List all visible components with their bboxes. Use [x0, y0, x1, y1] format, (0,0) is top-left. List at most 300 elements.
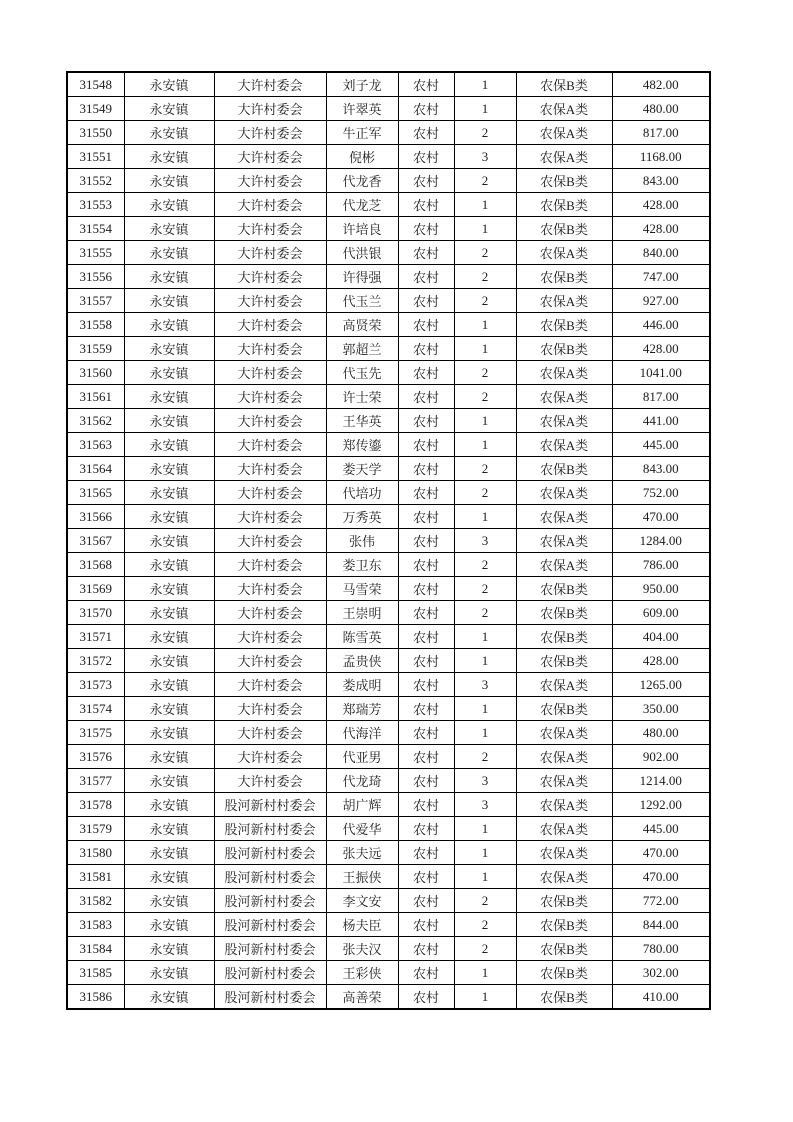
amount-cell: 817.00: [612, 385, 710, 409]
amount-cell: 609.00: [612, 601, 710, 625]
residence-type-cell: 农村: [398, 505, 454, 529]
row-id-cell: 31576: [67, 745, 124, 769]
person-count-cell: 1: [454, 409, 516, 433]
person-count-cell: 2: [454, 361, 516, 385]
table-row: [67, 961, 710, 985]
town-cell: 永安镇: [124, 337, 214, 361]
amount-cell: 1168.00: [612, 145, 710, 169]
insurance-category-cell: 农保A类: [516, 553, 612, 577]
residence-type-cell: 农村: [398, 937, 454, 961]
person-name-cell: 许得强: [326, 265, 398, 289]
person-name-cell: 高善荣: [326, 985, 398, 1010]
amount-cell: 817.00: [612, 121, 710, 145]
residence-type-cell: 农村: [398, 193, 454, 217]
insurance-category-cell: 农保A类: [516, 385, 612, 409]
village-committee-cell: 大许村委会: [214, 625, 326, 649]
residence-type-cell: 农村: [398, 625, 454, 649]
person-name-cell: 高贤荣: [326, 313, 398, 337]
insurance-category-cell: 农保A类: [516, 793, 612, 817]
town-cell: 永安镇: [124, 457, 214, 481]
village-committee-cell: 大许村委会: [214, 313, 326, 337]
person-name-cell: 胡广辉: [326, 793, 398, 817]
person-count-cell: 1: [454, 217, 516, 241]
person-name-cell: 代龙香: [326, 169, 398, 193]
town-cell: 永安镇: [124, 169, 214, 193]
town-cell: 永安镇: [124, 889, 214, 913]
town-cell: 永安镇: [124, 97, 214, 121]
person-count-cell: 2: [454, 481, 516, 505]
amount-cell: 844.00: [612, 913, 710, 937]
village-committee-cell: 大许村委会: [214, 241, 326, 265]
person-name-cell: 李文安: [326, 889, 398, 913]
village-committee-cell: 股河新村村委会: [214, 985, 326, 1010]
person-name-cell: 代玉先: [326, 361, 398, 385]
person-count-cell: 2: [454, 169, 516, 193]
table-row: [67, 337, 710, 361]
residence-type-cell: 农村: [398, 865, 454, 889]
insurance-category-cell: 农保A类: [516, 769, 612, 793]
amount-cell: 752.00: [612, 481, 710, 505]
row-id-cell: 31570: [67, 601, 124, 625]
person-count-cell: 1: [454, 817, 516, 841]
insurance-category-cell: 农保B类: [516, 169, 612, 193]
person-count-cell: 2: [454, 457, 516, 481]
table-row: [67, 457, 710, 481]
village-committee-cell: 大许村委会: [214, 72, 326, 97]
residence-type-cell: 农村: [398, 313, 454, 337]
insurance-category-cell: 农保B类: [516, 193, 612, 217]
row-id-cell: 31554: [67, 217, 124, 241]
person-name-cell: 陈雪英: [326, 625, 398, 649]
amount-cell: 470.00: [612, 865, 710, 889]
residence-type-cell: 农村: [398, 145, 454, 169]
residence-type-cell: 农村: [398, 433, 454, 457]
amount-cell: 428.00: [612, 193, 710, 217]
insurance-category-cell: 农保B类: [516, 697, 612, 721]
town-cell: 永安镇: [124, 985, 214, 1010]
table-row: [67, 72, 710, 97]
town-cell: 永安镇: [124, 72, 214, 97]
town-cell: 永安镇: [124, 385, 214, 409]
town-cell: 永安镇: [124, 721, 214, 745]
row-id-cell: 31560: [67, 361, 124, 385]
amount-cell: 428.00: [612, 337, 710, 361]
person-name-cell: 代亚男: [326, 745, 398, 769]
person-name-cell: 代海洋: [326, 721, 398, 745]
person-name-cell: 孟贵侠: [326, 649, 398, 673]
residence-type-cell: 农村: [398, 361, 454, 385]
residence-type-cell: 农村: [398, 601, 454, 625]
residence-type-cell: 农村: [398, 577, 454, 601]
residence-type-cell: 农村: [398, 529, 454, 553]
person-count-cell: 2: [454, 289, 516, 313]
town-cell: 永安镇: [124, 145, 214, 169]
residence-type-cell: 农村: [398, 121, 454, 145]
row-id-cell: 31577: [67, 769, 124, 793]
amount-cell: 302.00: [612, 961, 710, 985]
row-id-cell: 31563: [67, 433, 124, 457]
person-count-cell: 1: [454, 193, 516, 217]
table-row: [67, 505, 710, 529]
amount-cell: 1292.00: [612, 793, 710, 817]
row-id-cell: 31552: [67, 169, 124, 193]
town-cell: 永安镇: [124, 289, 214, 313]
village-committee-cell: 大许村委会: [214, 433, 326, 457]
table-row: [67, 313, 710, 337]
town-cell: 永安镇: [124, 601, 214, 625]
village-committee-cell: 大许村委会: [214, 289, 326, 313]
table-row: [67, 841, 710, 865]
residence-type-cell: 农村: [398, 169, 454, 193]
person-name-cell: 张夫汉: [326, 937, 398, 961]
amount-cell: 445.00: [612, 817, 710, 841]
village-committee-cell: 股河新村村委会: [214, 913, 326, 937]
table-row: [67, 745, 710, 769]
town-cell: 永安镇: [124, 913, 214, 937]
amount-cell: 482.00: [612, 72, 710, 97]
person-name-cell: 马雪荣: [326, 577, 398, 601]
insurance-category-cell: 农保A类: [516, 433, 612, 457]
insurance-category-cell: 农保B类: [516, 313, 612, 337]
row-id-cell: 31581: [67, 865, 124, 889]
row-id-cell: 31572: [67, 649, 124, 673]
person-count-cell: 1: [454, 697, 516, 721]
insurance-category-cell: 农保B类: [516, 937, 612, 961]
village-committee-cell: 大许村委会: [214, 649, 326, 673]
amount-cell: 441.00: [612, 409, 710, 433]
person-count-cell: 2: [454, 745, 516, 769]
row-id-cell: 31564: [67, 457, 124, 481]
row-id-cell: 31550: [67, 121, 124, 145]
table-row: [67, 601, 710, 625]
amount-cell: 840.00: [612, 241, 710, 265]
residence-type-cell: 农村: [398, 721, 454, 745]
row-id-cell: 31571: [67, 625, 124, 649]
amount-cell: 428.00: [612, 649, 710, 673]
person-count-cell: 1: [454, 721, 516, 745]
insurance-category-cell: 农保A类: [516, 865, 612, 889]
person-count-cell: 1: [454, 649, 516, 673]
village-committee-cell: 大许村委会: [214, 361, 326, 385]
amount-cell: 786.00: [612, 553, 710, 577]
row-id-cell: 31559: [67, 337, 124, 361]
village-committee-cell: 大许村委会: [214, 721, 326, 745]
table-row: [67, 937, 710, 961]
row-id-cell: 31579: [67, 817, 124, 841]
person-count-cell: 2: [454, 265, 516, 289]
row-id-cell: 31557: [67, 289, 124, 313]
town-cell: 永安镇: [124, 505, 214, 529]
village-committee-cell: 大许村委会: [214, 193, 326, 217]
person-count-cell: 1: [454, 505, 516, 529]
table-row: [67, 889, 710, 913]
table-row: [67, 865, 710, 889]
amount-cell: 428.00: [612, 217, 710, 241]
village-committee-cell: 股河新村村委会: [214, 889, 326, 913]
row-id-cell: 31582: [67, 889, 124, 913]
person-name-cell: 代玉兰: [326, 289, 398, 313]
person-name-cell: 许翠英: [326, 97, 398, 121]
table-row: [67, 649, 710, 673]
person-name-cell: 许培良: [326, 217, 398, 241]
table-row: [67, 409, 710, 433]
insurance-category-cell: 农保A类: [516, 721, 612, 745]
person-count-cell: 2: [454, 913, 516, 937]
town-cell: 永安镇: [124, 265, 214, 289]
amount-cell: 843.00: [612, 457, 710, 481]
residence-type-cell: 农村: [398, 793, 454, 817]
town-cell: 永安镇: [124, 937, 214, 961]
person-name-cell: 张夫远: [326, 841, 398, 865]
table-row: [67, 361, 710, 385]
amount-cell: 446.00: [612, 313, 710, 337]
person-name-cell: 娄成明: [326, 673, 398, 697]
row-id-cell: 31551: [67, 145, 124, 169]
residence-type-cell: 农村: [398, 457, 454, 481]
residence-type-cell: 农村: [398, 985, 454, 1010]
insurance-category-cell: 农保A类: [516, 361, 612, 385]
residence-type-cell: 农村: [398, 673, 454, 697]
amount-cell: 1265.00: [612, 673, 710, 697]
town-cell: 永安镇: [124, 241, 214, 265]
town-cell: 永安镇: [124, 577, 214, 601]
residence-type-cell: 农村: [398, 697, 454, 721]
table-row: [67, 697, 710, 721]
person-name-cell: 牛正军: [326, 121, 398, 145]
residence-type-cell: 农村: [398, 817, 454, 841]
amount-cell: 950.00: [612, 577, 710, 601]
amount-cell: 480.00: [612, 721, 710, 745]
row-id-cell: 31568: [67, 553, 124, 577]
person-name-cell: 杨夫臣: [326, 913, 398, 937]
village-committee-cell: 大许村委会: [214, 553, 326, 577]
person-count-cell: 2: [454, 577, 516, 601]
amount-cell: 470.00: [612, 841, 710, 865]
insurance-category-cell: 农保B类: [516, 337, 612, 361]
person-name-cell: 万秀英: [326, 505, 398, 529]
row-id-cell: 31567: [67, 529, 124, 553]
person-count-cell: 2: [454, 889, 516, 913]
table-row: [67, 577, 710, 601]
row-id-cell: 31580: [67, 841, 124, 865]
residence-type-cell: 农村: [398, 241, 454, 265]
table-row: [67, 289, 710, 313]
village-committee-cell: 大许村委会: [214, 457, 326, 481]
person-count-cell: 1: [454, 313, 516, 337]
person-count-cell: 1: [454, 97, 516, 121]
person-count-cell: 3: [454, 145, 516, 169]
table-row: [67, 817, 710, 841]
table-row: [67, 241, 710, 265]
amount-cell: 772.00: [612, 889, 710, 913]
town-cell: 永安镇: [124, 409, 214, 433]
row-id-cell: 31548: [67, 72, 124, 97]
village-committee-cell: 大许村委会: [214, 145, 326, 169]
person-count-cell: 2: [454, 937, 516, 961]
amount-cell: 747.00: [612, 265, 710, 289]
person-count-cell: 1: [454, 337, 516, 361]
table-row: [67, 913, 710, 937]
table-row: [67, 529, 710, 553]
table-row: [67, 265, 710, 289]
insurance-category-cell: 农保A类: [516, 529, 612, 553]
person-name-cell: 代爱华: [326, 817, 398, 841]
table-body: [67, 72, 710, 1009]
amount-cell: 470.00: [612, 505, 710, 529]
village-committee-cell: 大许村委会: [214, 481, 326, 505]
residence-type-cell: 农村: [398, 409, 454, 433]
residence-type-cell: 农村: [398, 265, 454, 289]
insurance-category-cell: 农保B类: [516, 625, 612, 649]
town-cell: 永安镇: [124, 217, 214, 241]
row-id-cell: 31585: [67, 961, 124, 985]
insurance-category-cell: 农保B类: [516, 985, 612, 1010]
insurance-category-cell: 农保B类: [516, 601, 612, 625]
amount-cell: 445.00: [612, 433, 710, 457]
village-committee-cell: 股河新村村委会: [214, 961, 326, 985]
table-row: [67, 673, 710, 697]
amount-cell: 1284.00: [612, 529, 710, 553]
person-count-cell: 3: [454, 769, 516, 793]
person-name-cell: 代培功: [326, 481, 398, 505]
insurance-category-cell: 农保A类: [516, 817, 612, 841]
insurance-category-cell: 农保B类: [516, 913, 612, 937]
person-name-cell: 郑传鎏: [326, 433, 398, 457]
town-cell: 永安镇: [124, 193, 214, 217]
table-row: [67, 481, 710, 505]
town-cell: 永安镇: [124, 793, 214, 817]
insurance-category-cell: 农保B类: [516, 961, 612, 985]
town-cell: 永安镇: [124, 769, 214, 793]
insurance-category-cell: 农保A类: [516, 121, 612, 145]
village-committee-cell: 大许村委会: [214, 745, 326, 769]
insurance-category-cell: 农保B类: [516, 265, 612, 289]
residence-type-cell: 农村: [398, 745, 454, 769]
table-row: [67, 769, 710, 793]
row-id-cell: 31569: [67, 577, 124, 601]
amount-cell: 1214.00: [612, 769, 710, 793]
village-committee-cell: 股河新村村委会: [214, 841, 326, 865]
table-row: [67, 217, 710, 241]
person-count-cell: 1: [454, 841, 516, 865]
person-name-cell: 王崇明: [326, 601, 398, 625]
insurance-category-cell: 农保A类: [516, 505, 612, 529]
insurance-category-cell: 农保A类: [516, 481, 612, 505]
table-row: [67, 985, 710, 1010]
person-count-cell: 2: [454, 121, 516, 145]
person-count-cell: 3: [454, 793, 516, 817]
village-committee-cell: 大许村委会: [214, 577, 326, 601]
insurance-category-cell: 农保B类: [516, 72, 612, 97]
insurance-category-cell: 农保A类: [516, 841, 612, 865]
residence-type-cell: 农村: [398, 841, 454, 865]
amount-cell: 902.00: [612, 745, 710, 769]
person-count-cell: 1: [454, 865, 516, 889]
person-name-cell: 刘子龙: [326, 72, 398, 97]
person-name-cell: 娄天学: [326, 457, 398, 481]
row-id-cell: 31573: [67, 673, 124, 697]
town-cell: 永安镇: [124, 961, 214, 985]
residence-type-cell: 农村: [398, 337, 454, 361]
person-name-cell: 王彩侠: [326, 961, 398, 985]
village-committee-cell: 大许村委会: [214, 529, 326, 553]
residence-type-cell: 农村: [398, 217, 454, 241]
person-name-cell: 倪彬: [326, 145, 398, 169]
residence-type-cell: 农村: [398, 649, 454, 673]
village-committee-cell: 大许村委会: [214, 337, 326, 361]
insurance-category-cell: 农保B类: [516, 649, 612, 673]
table-row: [67, 385, 710, 409]
person-count-cell: 3: [454, 529, 516, 553]
residence-type-cell: 农村: [398, 481, 454, 505]
village-committee-cell: 大许村委会: [214, 169, 326, 193]
insurance-category-cell: 农保B类: [516, 457, 612, 481]
table-row: [67, 433, 710, 457]
village-committee-cell: 股河新村村委会: [214, 817, 326, 841]
table-row: [67, 193, 710, 217]
person-name-cell: 郭超兰: [326, 337, 398, 361]
table-row: [67, 721, 710, 745]
town-cell: 永安镇: [124, 529, 214, 553]
table-row: [67, 145, 710, 169]
residence-type-cell: 农村: [398, 72, 454, 97]
residence-type-cell: 农村: [398, 553, 454, 577]
person-name-cell: 代洪银: [326, 241, 398, 265]
row-id-cell: 31584: [67, 937, 124, 961]
amount-cell: 480.00: [612, 97, 710, 121]
town-cell: 永安镇: [124, 745, 214, 769]
town-cell: 永安镇: [124, 865, 214, 889]
residence-type-cell: 农村: [398, 889, 454, 913]
table-row: [67, 121, 710, 145]
town-cell: 永安镇: [124, 313, 214, 337]
village-committee-cell: 大许村委会: [214, 385, 326, 409]
row-id-cell: 31555: [67, 241, 124, 265]
residence-type-cell: 农村: [398, 385, 454, 409]
table-row: [67, 625, 710, 649]
row-id-cell: 31575: [67, 721, 124, 745]
person-name-cell: 代龙芝: [326, 193, 398, 217]
village-committee-cell: 大许村委会: [214, 769, 326, 793]
person-count-cell: 1: [454, 625, 516, 649]
insurance-category-cell: 农保B类: [516, 217, 612, 241]
person-count-cell: 2: [454, 385, 516, 409]
person-name-cell: 王华英: [326, 409, 398, 433]
insurance-category-cell: 农保A类: [516, 409, 612, 433]
person-count-cell: 2: [454, 601, 516, 625]
town-cell: 永安镇: [124, 841, 214, 865]
insurance-category-cell: 农保A类: [516, 97, 612, 121]
village-committee-cell: 大许村委会: [214, 673, 326, 697]
residence-type-cell: 农村: [398, 769, 454, 793]
town-cell: 永安镇: [124, 433, 214, 457]
person-count-cell: 2: [454, 241, 516, 265]
village-committee-cell: 大许村委会: [214, 97, 326, 121]
insurance-category-cell: 农保B类: [516, 889, 612, 913]
amount-cell: 410.00: [612, 985, 710, 1010]
village-committee-cell: 大许村委会: [214, 697, 326, 721]
table-row: [67, 553, 710, 577]
amount-cell: 1041.00: [612, 361, 710, 385]
amount-cell: 780.00: [612, 937, 710, 961]
village-committee-cell: 大许村委会: [214, 121, 326, 145]
table-row: [67, 97, 710, 121]
town-cell: 永安镇: [124, 817, 214, 841]
village-committee-cell: 股河新村村委会: [214, 865, 326, 889]
table-row: [67, 169, 710, 193]
town-cell: 永安镇: [124, 625, 214, 649]
village-committee-cell: 大许村委会: [214, 217, 326, 241]
